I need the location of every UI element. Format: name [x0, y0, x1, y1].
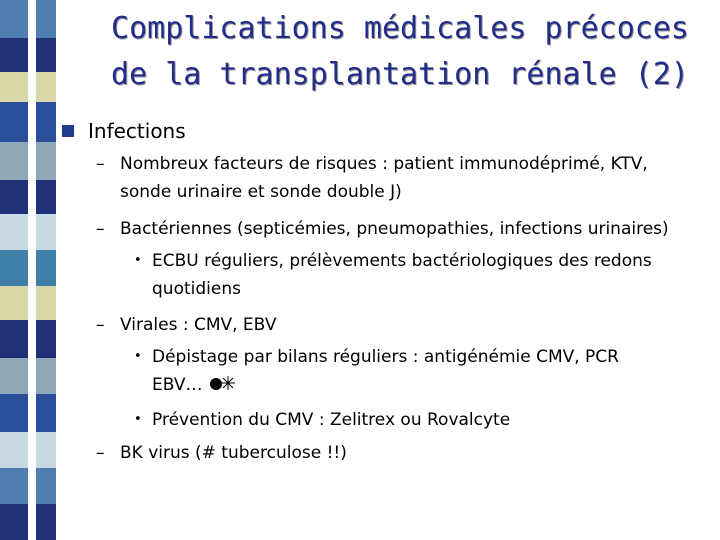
title-line-1: Complications médicales précoces	[111, 11, 689, 46]
ecbu-line-2: quotidiens	[152, 279, 241, 299]
square-bullet-icon	[62, 125, 74, 137]
list-item-viral: Virales : CMV, EBV	[120, 315, 277, 335]
screening-line-1: Dépistage par bilans réguliers : antigénémie CMV, PCR	[152, 347, 619, 367]
decorative-side-strip	[0, 0, 70, 540]
dash-bullet: –	[96, 315, 105, 335]
dot-bullet: •	[134, 412, 142, 427]
heading-infections: Infections	[88, 119, 186, 143]
sub-item-prevention: Prévention du CMV : Zelitrex ou Rovalcyte	[152, 410, 511, 430]
sub-item-ecbu	[152, 247, 652, 303]
dash-bullet: –	[96, 443, 105, 463]
sparkle-face-icon	[208, 374, 236, 392]
list-item-bacterial: Bactériennes (septicémies, pneumopathies, infections urinaires)	[120, 219, 669, 239]
risk-line-1: Nombreux facteurs de risques : patient immunodéprimé, KTV,	[120, 154, 648, 174]
slide-title	[90, 6, 710, 98]
screening-line-2: EBV…	[152, 371, 619, 399]
list-item-risk-factors	[120, 150, 648, 206]
dash-bullet: –	[96, 154, 105, 174]
ecbu-line-1: ECBU réguliers, prélèvements bactériologiques des redons	[152, 251, 652, 271]
risk-line-2: sonde urinaire et sonde double J)	[120, 182, 402, 202]
dash-bullet: –	[96, 219, 105, 239]
dot-bullet: •	[134, 349, 142, 364]
list-item-bk-virus: BK virus (# tuberculose !!)	[120, 443, 347, 463]
title-line-2: de la transplantation rénale (2)	[111, 57, 689, 92]
dot-bullet: •	[134, 253, 142, 268]
sub-item-screening	[152, 343, 619, 399]
